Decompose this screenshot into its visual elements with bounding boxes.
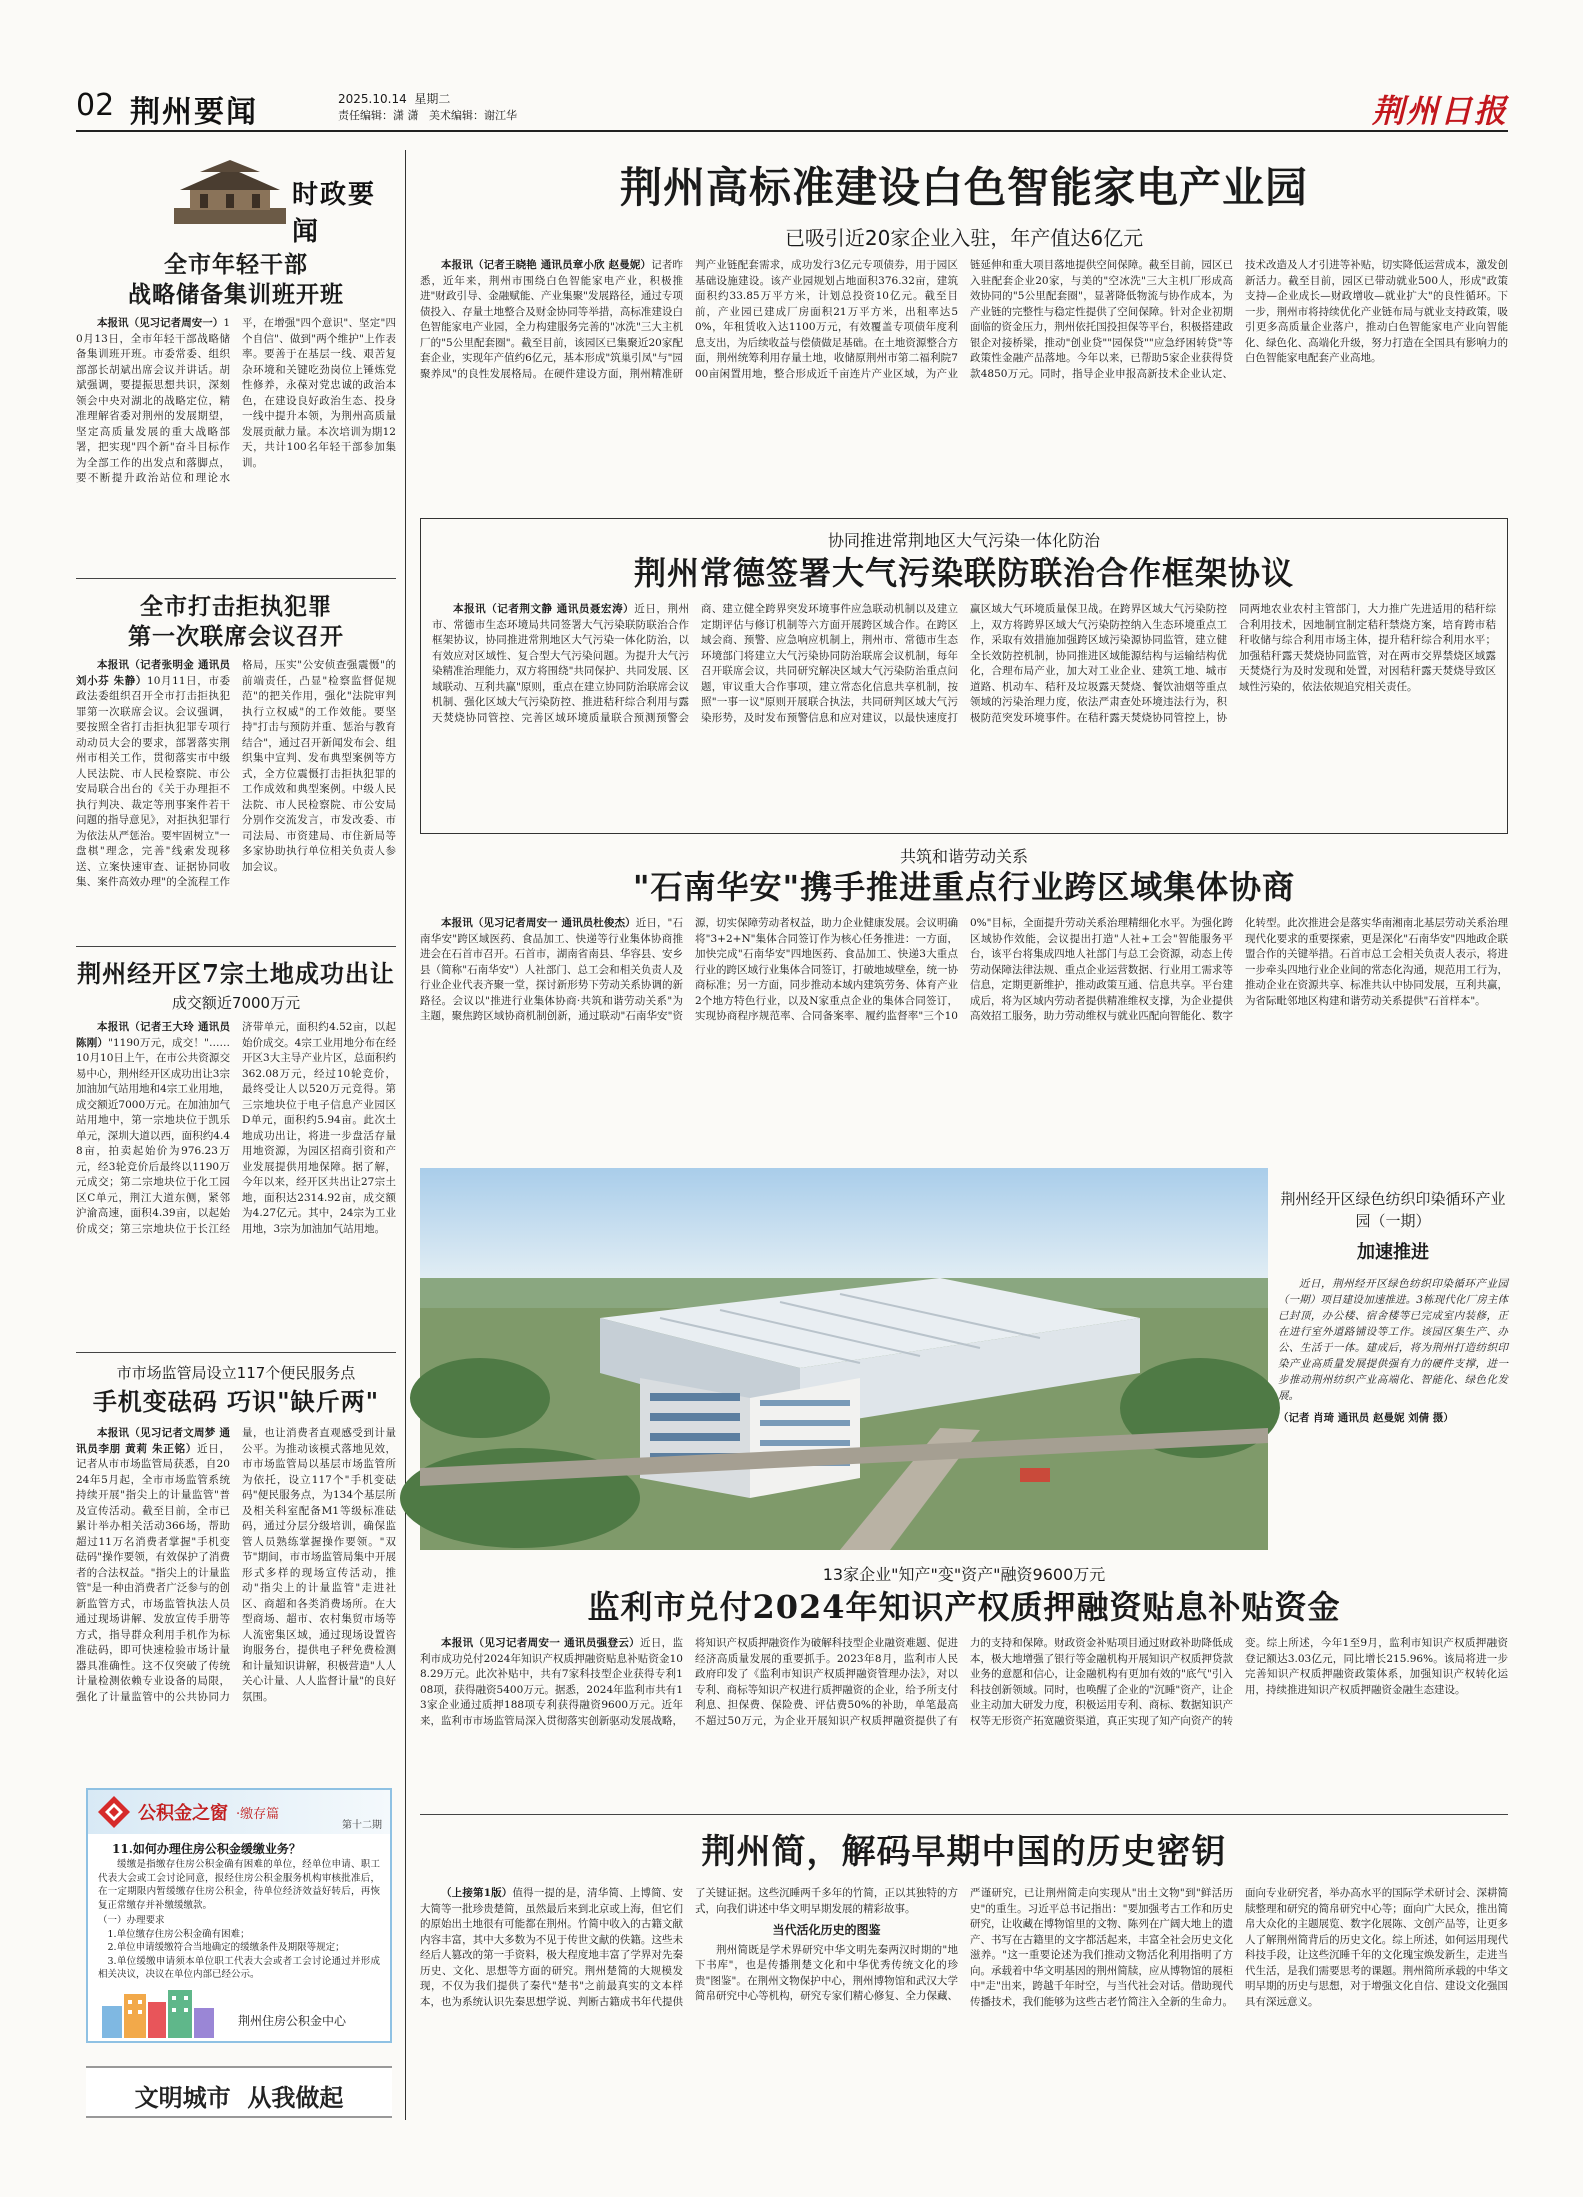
civic-banner <box>86 2066 392 2118</box>
mid-story2-title: "石南华安"携手推进重点行业跨区域集体协商 <box>632 868 1296 906</box>
editors: 责任编辑：潇 潇 美术编辑：谢江华 <box>338 109 517 122</box>
gjj-condition-3: 3.单位缓缴申请须本单位职工代表大会或者工会讨论通过并形成相关决议，决议在单位内部已经公示。 <box>98 1955 380 1980</box>
mid-story3-kicker: 13家企业"知产"变"资产"融资9600万元 <box>822 1565 1106 1584</box>
left-story4-byline: 本报讯（见习记者文周梦 通讯员李朋 黄莉 朱正铭） <box>76 1427 230 1455</box>
lead-subtitle: 已吸引近20家企业入驻，年产值达6亿元 <box>784 226 1144 250</box>
left-story2-title <box>76 592 396 652</box>
left-story4-text: 近日，记者从市市场监管局获悉，自2024年5月起，全市市场监管系统持续开展"指尖上的计量监管"普及宣传活动。截至目前，全市已累计举办相关活动366场，帮助超过11万名消费者掌握"手机变砝码"操作要领，有效保护了消费者的合法权益。"指尖上的计量监管"是一种由消费者广泛参与的创新监管方式，市场监管执法人员通过现场讲解、发放宣传手册等方式，指导群众利用手机作为标准砝码，即可快速检验市场计量器具准确性。这不仅突破了传统计量检测依赖专业设备的局限，强化了计量监管中的公共协同力量，也让消费者直观感受到计量公平。为推动该模式落地见效，市市场监管局以基层市场监管所为依托，设立117个"手机变砝码"便民服务点，为134个基层所及相关科室配备M1等级标准砝码，通过分层分级培训，确保监管人员熟练掌握操作要领。"双节"期间，市市场监管局集中开展形式多样的现场宣传活动，推动"指尖上的计量监管"走进社区、商超和各类消费场所。在大型商场、超市、农村集贸市场等人流密集区域，通过现场设置咨询服务台，提供电子秤免费检测和计量知识讲解，积极营造"人人关心计量、人人监督计量"的良好氛围。 <box>76 1427 396 1703</box>
mid-story3-body <box>420 1636 1508 1804</box>
lead-byline: 本报讯（记者王晓艳 通讯员章小欣 赵曼妮） <box>441 259 652 271</box>
lead-title: 荆州高标准建设白色智能家电产业园 <box>619 163 1308 212</box>
divider <box>420 1814 1508 1815</box>
photo-caption-sub: 加速推进 <box>1357 1242 1429 1263</box>
gjj-issue: 第十二期 <box>342 1820 382 1831</box>
left-story1-body <box>76 316 396 566</box>
gjj-header <box>88 1790 390 1834</box>
page-number: 02 <box>76 88 115 123</box>
lead-body <box>420 258 1508 508</box>
mid-story2-text: 近日，"石南华安"跨区域医药、食品加工、快递等行业集体协商推进会在石首市召开。石首市，湖南省南县、华容县、安乡县（简称"石南华安"）人社部门、总工会和相关负责人及行业企业代表齐聚一堂，探讨新形势下劳动关系协调的新路径。会议以"推进行业集体协商·共筑和谐劳动关系"为主题，聚焦跨区域协商机制创新，通过联动"石南华安"资源，切实保障劳动者权益，助力企业健康发展。会议明确将"3+2+N"集体合同签订作为核心任务推进：一方面，加快完成"石南华安"四地医药、食品加工、快递3大重点行业的跨区域行业集体合同签订，打破地域壁垒，统一协商标准；另一方面，同步推动本域内建筑劳务、体育产业2个地方特色行业，以及N家重点企业的集体合同签订，实现协商程序规范率、合同备案率、履约监督率"三个100%"目标，全面提升劳动关系治理精细化水平。为强化跨区域协作效能，会议提出打造"人社+工会"智能服务平台，该平台将集成四地人社部门与总工会资源，动态上传劳动保障法律法规、重点企业运营数据、行业用工需求等信息，定期更新维护，推动政策互通、信息共享。平台建成后，将为区域内劳动者提供精准维权支撑，为企业提供高效招工服务，助力劳动维权与就业匹配向智能化、数字化转型。此次推进会是落实华南湘南北基层劳动关系治理现代化要求的重要探索，更是深化"石南华安"四地政企联盟合作的关键举措。石首市总工会相关负责人表示，将进一步牵头四地行业企业间的常态化沟通，规范用工行为，推动企业在资源共享、标准共认中协同发展，互利共赢，为省际毗邻地区构建和谐劳动关系提供"石首样本"。 <box>420 917 1508 1022</box>
column-label-text: 时政要闻 <box>292 180 377 247</box>
gjj-condition-1: 1.单位缴存住房公积金确有困难； <box>107 1928 250 1940</box>
mid-story3-text: 近日，监利市成功兑付2024年知识产权质押融资贴息补贴资金108.29万元。此次补贴中，共有7家科技型企业获得专利108项，获得融资5400万元。据悉，2024年监利市共有13家企业通过质押188项专利获得融资9600万元。近年来，监利市市场监管局深入贯彻落实创新驱动发展战略，将知识产权质押融资作为破解科技型企业融资难题、促进经济高质量发展的重要抓手。2023年8月，监利市人民政府印发了《监利市知识产权质押融资管理办法》，对以专利、商标等知识产权进行质押融资的企业，给予所支付利息、担保费、保险费、评估费50%的补助，单笔最高不超过50万元，为企业开展知识产权质押融资提供了有力的支持和保障。财政资金补贴项目通过财政补助降低成本，极大地增强了银行等金融机构开展知识产权质押贷款业务的意愿和信心，让金融机构有更加有效的"底气"引入科技创新领域。同时，也唤醒了企业的"沉睡"资产，让企业主动加大研发力度，积极运用专利、商标、数据知识产权等无形资产拓宽融资渠道，真正实现了知产向资产的转变。综上所述，今年1至9月，监利市知识产权质押融资登记额达3.03亿元，同比增长215.96%。该局将进一步完善知识产权质押融资政策体系，加强知识产权转化运用，持续推进知识产权质押融资金融生态建设。 <box>420 1637 1508 1727</box>
pavilion-icon <box>170 158 290 226</box>
gjj-tag: ·缴存篇 <box>236 1807 280 1822</box>
left-story2-byline: 本报讯（记者张明金 通讯员刘小芬 朱静） <box>76 659 230 687</box>
photo-caption-title: 荆州经开区绿色纺织印染循环产业园（一期） <box>1280 1190 1506 1230</box>
mid-story4-text: 值得一提的是，清华简、上博简、安大简等一批珍贵楚简，虽然最后来到北京或上海，但它们的原始出土地很有可能都在荆州。竹简中收入的古籍文献内容丰富，其中大多数为不见于传世文献的佚籍。这些未经后人篡改的第一手资料，极大程度地丰富了学界对先秦历史、文化、思想等方面的研究。荆州楚简的大规模发现，不仅为我们提供了秦代"楚书"之前最真实的文本样本，也为系统认识先秦思想学说、判断古籍成书年代提供了关键证据。这些沉睡两千多年的竹简，正以其独特的方式，向我们讲述中华文明早期发展的精彩故事。 <box>420 1887 958 2008</box>
mid-story1-kicker: 协同推进常荆地区大气污染一体化防治 <box>827 531 1100 550</box>
gjj-logo-icon <box>96 1794 132 1830</box>
left-story1-byline: 本报讯（见习记者周安一） <box>97 317 224 329</box>
left-story2-title-line2: 第一次联席会议召开 <box>128 623 344 650</box>
industrial-park-photo <box>420 1168 1268 1550</box>
left-story4-title: 手机变砝码 巧识"缺斤两" <box>92 1387 380 1416</box>
civic-banner-text: 文明城市 从我做起 <box>134 2083 344 2112</box>
column-label <box>170 158 390 247</box>
gjj-intro: 缓缴是指缴存住房公积金确有困难的单位，经单位申请、职工代表大会或工会讨论同意，报经住房公积金服务机构审核批准后，在一定期限内暂缓缴存住房公积金，待单位经济效益好转后，再恢复正常缴存并补缴缓缴款。 <box>98 1859 380 1911</box>
mid-story4-title: 荆州简，解码早期中国的历史密钥 <box>701 1832 1227 1872</box>
mid-story3-title: 监利市兑付2024年知识产权质押融资贴息补贴资金 <box>587 1588 1341 1626</box>
section-title: 荆州要闻 <box>130 95 258 130</box>
gjj-brand: 公积金之窗 <box>138 1803 228 1824</box>
left-story3-subtitle: 成交额近7000万元 <box>171 994 301 1012</box>
mid-story2-byline: 本报讯（见习记者周安一 通讯员杜俊杰） <box>441 917 636 929</box>
divider <box>76 578 396 579</box>
left-story2-body <box>76 658 396 936</box>
mid-story4-text2: 荆州简既是学术界研究中华文明先秦两汉时期的"地下书库"，也是传播荆楚文化和中华优秀传统文化的珍贵"图鉴"。在荆州文物保护中心，荆州博物馆和武汉大学简帛研究中心等机构，研究专家们精心修复、全力保藏、严谨研究，已让荆州简走向实现从"出土文物"到"鲜活历史"的重生。习近平总书记指出："要加强考古工作和历史研究，让收藏在博物馆里的文物、陈列在广阔大地上的遗产、书写在古籍里的文字都活起来，丰富全社会历史文化滋养。"这一重要论述为我们推动文物活化利用指明了方向。承载着中华文明基因的荆州简牍，应从博物馆的展柜中"走"出来，跨越千年时空，与当代社会对话。借助现代传播技术，我们能够为这些古老竹简注入全新的生命力。面向专业研究者，举办高水平的国际学术研讨会、深耕简牍整理和研究的简帛研究中心等；面向广大民众，推出简帛大众化的主题展览、数字化展陈、文创产品等，让更多人了解荆州简背后的历史文化。综上所述，如何运用现代科技手段，让这些沉睡千年的文化瑰宝焕发新生，走进当代生活，是我们需要思考的课题。荆州简所承载的中华文明早期的历史与思想，对于增强文化自信、建设文化强国具有深远意义。 <box>695 1887 1508 2008</box>
photo-caption-body: 近日，荆州经开区绿色纺织印染循环产业园（一期）项目建设加速推进。3栋现代化厂房主体已封顶，办公楼、宿舍楼等已完成室内装修，正在进行室外道路铺设等工作。该园区集生产、办公、生活于一体。建成后，将为荆州打造纺织印染产业高质量发展提供强有力的硬件支撑，进一步推动荆州纺织产业高端化、智能化、绿色化发展。 <box>1278 1278 1508 1402</box>
left-story1-text: 10月13日，全市年轻干部战略储备集训班开班。市委常委、组织部部长胡斌出席会议并讲话。胡斌强调，要提振思想共识，深刻领会中央对湖北的战略定位，精准理解省委对荆州的发展期望，坚定高质量发展的重大战略部署，把实现"四个新"奋斗目标作为全部工作的出发点和落脚点，要不断提升政治站位和理论水平，在增强"四个意识"、坚定"四个自信"、做到"两个维护"上作表率。要善于在基层一线、艰苦复杂环境和关键吃劲岗位上锤炼党性修养，永葆对党忠诚的政治本色，在建设良好政治生态、投身一线中提升本领，为荆州高质量发展贡献力量。本次培训为期12天，共计100名年轻干部参加集训。 <box>76 317 396 484</box>
gjj-conditions-title: （一）办理要求 <box>98 1915 165 1926</box>
column-divider <box>405 150 406 2120</box>
issue-date: 2025.10.14 星期二 <box>338 92 451 106</box>
left-story4-body <box>76 1426 396 1766</box>
mid-story2-kicker: 共筑和谐劳动关系 <box>899 847 1028 866</box>
gjj-box <box>86 1788 392 2043</box>
gjj-condition-2: 2.单位申请缓缴符合当地确定的缓缴条件及期限等规定； <box>107 1942 345 1953</box>
lead-text: 记者昨悉，近年来，荆州市围绕白色智能家电产业，积极推进"财政引导、金融赋能、产业集聚"发展路径，通过专项债投入、存量土地整合及财金协同等举措，高标准建设白色智能家电产业园，全力构建服务完善的"冰洗"三大主机厂的"5公里配套圈"。截至目前，该园区已集聚近20家配套企业，实现年产值约6亿元，基本形成"筑巢引凤"与"园聚养凤"的良性发展格局。在硬件建设方面，荆州精准研判产业链配套需求，成功发行3亿元专项债券，用于园区基础设施建设。该产业园规划占地面积376.32亩，建筑面积约33.85万平方米，计划总投资10亿元。截至目前，产业园已建成厂房面积21万平方米，出租率达50%，年租赁收入达1100万元，有效覆盖专项债年度利息支出，为后续收益与偿债做足基础。在土地资源整合方面，荆州统筹利用存量土地，收储原荆州市第二福利院700亩闲置用地，整合形成近千亩连片产业区域，为产业链延伸和重大项目落地提供空间保障。截至目前，园区已入驻配套企业20家，与美的"空冰洗"三大主机厂形成高效协同的"5公里配套圈"，显著降低物流与协作成本，为产业链的完整性与稳定性提供了空间保障。针对企业初期面临的资金压力，荆州依托国投担保等平台，积极搭建政银企对接桥梁，推动"创业贷""园保贷""应急纾困转贷"等政策性金融产品落地。今年以来，已帮助5家企业获得贷款4850万元。同时，指导企业申报高新技术企业认定、技术改造及人才引进等补贴，切实降低运营成本，激发创新活力。截至目前，园区已带动就业500人，形成"政策支持—企业成长—财政增收—就业扩大"的良性循环。下一步，荆州市将持续优化产业链布局与就业支持政策，吸引更多高质量企业落户，推动白色智能家电产业向智能化、绿色化、高端化升级，努力打造在全国具有影响力的白色智能家电配套产业高地。 <box>420 259 1508 380</box>
industrial-park-aerial-photo <box>420 1168 1268 1550</box>
masthead-rule <box>76 130 1508 132</box>
gjj-question: 11.如何办理住房公积金缓缴业务？ <box>112 1842 301 1856</box>
left-story4-kicker: 市市场监管局设立117个便民服务点 <box>116 1364 356 1382</box>
left-story3-byline: 本报讯（记者王大玲 通讯员陈刚） <box>76 1021 230 1049</box>
masthead <box>76 86 1508 130</box>
mid-story4-body <box>420 1886 1508 2122</box>
left-story2-title-line1: 全市打击拒执犯罪 <box>140 593 332 620</box>
left-story3-body <box>76 1020 396 1340</box>
gjj-conditions <box>98 1914 380 1982</box>
divider <box>76 1352 396 1353</box>
mid-story1-text: 近日，荆州市、常德市生态环境局共同签署大气污染联防联治合作框架协议，协同推进常荆地区大气污染一体化防治，以有效应对区域性、复合型大气污染问题。为提升大气污染精准治理能力，双方将围绕"共同保护、共同发展、区域联动、互利共赢"原则，重点在建立协同防治联席会议机制、强化区域大气污染防控、推进秸秆综合利用与露天焚烧协同管控、完善区域环境质量联合预测预警会商、建立健全跨界突发环境事件应急联动机制以及建立定期评估与修订机制等六方面开展跨区域合作。在跨区域会商、预警、应急响应机制上，荆州市、常德市生态环境部门将建立大气污染协同防治联席会议机制，每年召开联席会议，共同研究解决区域大气污染防治重点问题，审议重大合作事项，建立常态化信息共享机制，按照"一事一议"原则开展联合执法，共同研判区域大气污染形势，及时发布预警信息和应对建议，以最快速度打赢区域大气环境质量保卫战。在跨界区域大气污染防控上，双方将跨界区域大气污染防控纳入生态环境重点工作，采取有效措施加强跨区域污染源协同监管，建立健全长效防控机制，协同推进区域能源结构与运输结构优化，合理布局产业，加大对工业企业、建筑工地、城市道路、机动车、秸秆及垃圾露天焚烧、餐饮油烟等重点领域的污染治理力度，依法严肃查处环境违法行为，积极防范突发环境事件。在秸秆露天焚烧协同管控上，协同两地农业农村主管部门，大力推广先进适用的秸秆综合利用技术，因地制宜制定秸秆禁烧方案，培育跨市秸秆收储与综合利用市场主体，提升秸秆综合利用水平；加强秸秆露天焚烧协同监管，对在两市交界禁烧区域露天焚烧行为及时发现和处置，对因秸秆露天焚烧导致区域性污染的，依法依规追究相关责任。 <box>432 603 1496 724</box>
left-story3-text: "1190万元，成交！"……10月10日上午，在市公共资源交易中心，荆州经开区成功出让3宗加油加气站用地和4宗工业用地，成交额近7000万元。在加油加气站用地中，第一宗地块位于凯乐单元，深圳大道以西，面积约4.48亩，拍卖起始价为976.23万元，经3轮竞价后最终以1190万元成交；第二宗地块位于化工园区C单元，荆江大道东侧，紧邻沪渝高速，面积4.39亩，以起始价成交；第三宗地块位于长江经济带单元，面积约4.52亩，以起始价成交。4宗工业用地分布在经开区3大主导产业片区，总面积约362.08万元，经过10轮竞价，最终受让人以520万元竞得。第三宗地块位于电子信息产业园区D单元，面积约5.94亩。此次土地成功出让，将进一步盘活存量用地资源，为园区招商引资和产业发展提供用地保障。据了解，今年以来，经开区共出让27宗土地，面积达2314.92亩，成交额为4.27亿元。其中，24宗为工业用地，3宗为加油加气站用地。 <box>76 1021 396 1235</box>
mid-story3-byline: 本报讯（见习记者周安一 通讯员强登云） <box>441 1637 640 1649</box>
mid-story2-body <box>420 916 1508 1154</box>
buildings-illustration-icon <box>98 1986 228 2038</box>
mid-story4-subhead: 当代活化历史的图鉴 <box>772 1923 881 1937</box>
left-story2-text: 10月11日，市委政法委组织召开全市打击拒执犯罪第一次联席会议。会议强调，要按照全省打击拒执犯罪专项行动动员大会的要求，部署落实荆州市相关工作，贯彻落实市中级人民法院、市人民检察院、市公安局联合出台的《关于办理拒不执行判决、裁定等刑事案件若干问题的指导意见》，对拒执犯罪行为依法从严惩治。要牢固树立"一盘棋"理念，完善"线索发现移送、立案快速审查、证据协同收集、案件高效办理"的全流程工作格局，压实"公安侦查强震慑"的前端责任，凸显"检察监督促规范"的把关作用，强化"法院审判执行立权威"的工作效能。要坚持"打击与预防并重、惩治与教育结合"，通过召开新闻发布会、组织集中宣判、发布典型案例等方式，全方位震慑打击拒执犯罪的工作成效和典型案例。中级人民法院、市人民检察院、市公安局分别作交流发言，市发改委、市司法局、市资建局、市住新局等多家协助执行单位相关负责人参加会议。 <box>76 659 396 888</box>
gjj-org: 荆州住房公积金中心 <box>238 2014 347 2028</box>
left-story1-title-line2: 战略储备集训班开班 <box>128 281 344 308</box>
mid-story4-continued: （上接第1版） <box>441 1887 513 1899</box>
left-story3-title: 荆州经开区7宗土地成功出让 <box>77 959 395 988</box>
mid-story1-byline: 本报讯（记者荆文静 通讯员聂宏涛） <box>453 603 635 615</box>
left-story1-title-line1: 全市年轻干部 <box>164 251 308 278</box>
left-story1-title <box>76 250 396 310</box>
photo-caption <box>1278 1188 1508 1548</box>
photo-credit: （记者 肖琦 通讯员 赵曼妮 刘倩 摄） <box>1278 1412 1454 1424</box>
divider <box>76 946 396 947</box>
newspaper-logo: 荆州日报 <box>1371 92 1508 130</box>
mid-story1-title: 荆州常德签署大气污染联防联治合作框架协议 <box>633 554 1294 592</box>
mid-story1-body <box>432 602 1496 828</box>
